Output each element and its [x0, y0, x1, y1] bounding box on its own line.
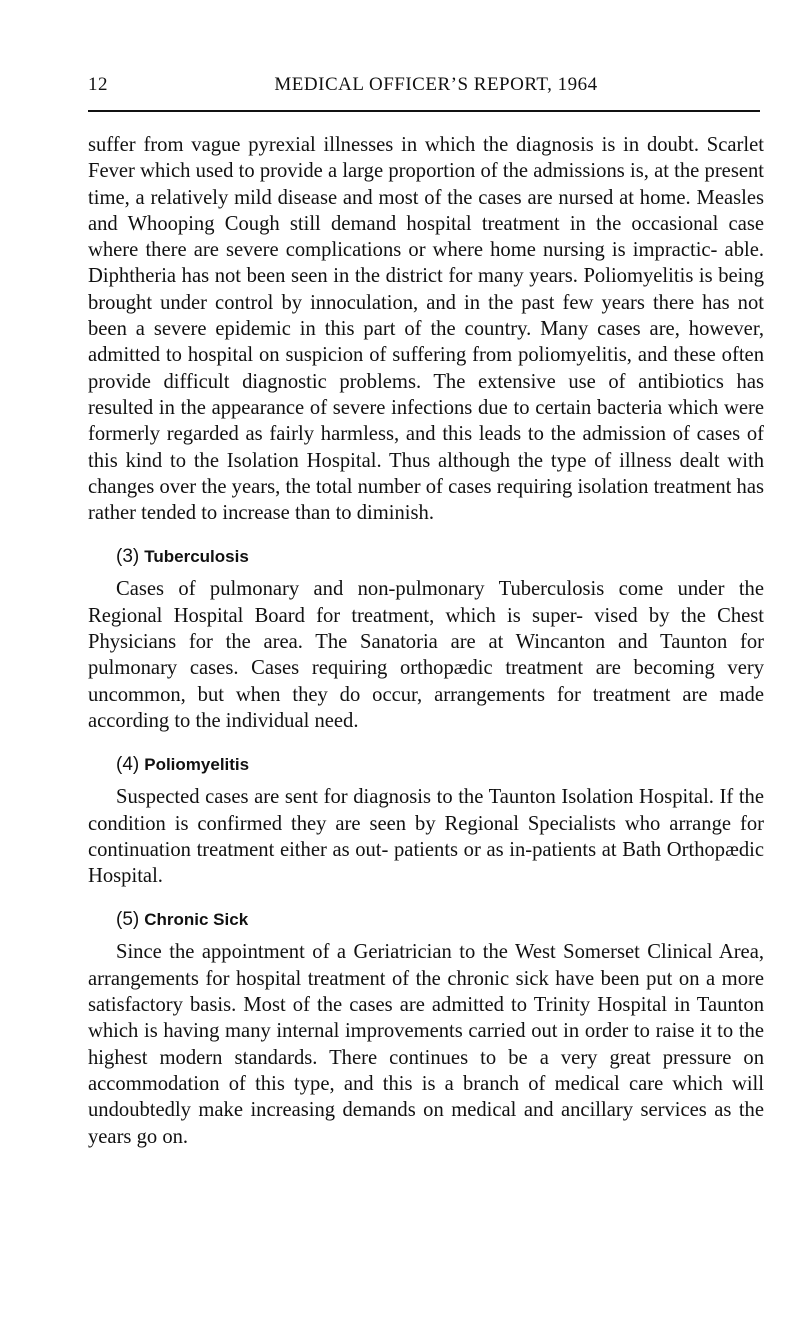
section-number: (4)	[116, 754, 140, 776]
section-heading-chronic-sick	[88, 907, 764, 933]
report-body	[88, 132, 764, 1150]
section-heading-tuberculosis	[88, 544, 764, 570]
section-paragraph-tuberculosis: Cases of pulmonary and non-pulmonary Tuberculosis come under the Regional Hospital Board for treatment, which is super- vised by the Chest Physicians for the area. The Sanatoria are at Wincanton and Taunton for pulmonary cases. Cases requiring orthopædic treatment are becoming very uncommon, but when they do occur, arrangements for treatment are made according to the individual need.	[88, 578, 764, 732]
spacer	[88, 526, 764, 544]
section-title: Chronic Sick	[144, 910, 249, 930]
running-title: MEDICAL OFFICER’S REPORT, 1964	[274, 74, 598, 95]
section-number: (5)	[116, 909, 140, 931]
page-header	[88, 74, 760, 104]
section-number: (3)	[116, 546, 140, 568]
spacer	[88, 734, 764, 752]
page-number: 12	[88, 74, 108, 95]
spacer	[88, 889, 764, 907]
section-heading-poliomyelitis	[88, 752, 764, 778]
section-paragraph-chronic-sick: Since the appointment of a Geriatrician to the West Somerset Clinical Area, arrangements for hospital treatment of the chronic sick have been put on a more satisfactory basis. Most of the cases are admitted to Trinity Hospital in Taunton which is having many internal improvements carried out in order to raise it to the highest modern standards. There continues to be a very great pressure on accommodation of this type, and this is a branch of medical care which will undoubtedly make increasing demands on medical and ancillary services as the years go on.	[88, 941, 764, 1148]
header-rule	[88, 110, 760, 112]
section-paragraph-poliomyelitis: Suspected cases are sent for diagnosis to the Taunton Isolation Hospital. If the condition is confirmed they are seen by Regional Specialists who arrange for continuation treatment either as out- patients or as in-patients at Bath Orthopædic Hospital.	[88, 786, 764, 888]
opening-paragraph: suffer from vague pyrexial illnesses in which the diagnosis is in doubt. Scarlet Fever which used to provide a large proportion of the admissions is, at the present time, a relatively mild disease and most of the cases are nursed at home. Measles and Whooping Cough still demand hospital treatment in the occasional case where there are severe complications or where home nursing is impractic- able. Diphtheria has not been seen in the district for many years. Poliomyelitis is being brought under control by innoculation, and in the past few years there has not been a severe epidemic in this part of the country. Many cases are, however, admitted to hospital on suspicion of suffering from poliomyelitis, and these often provide difficult diagnostic problems. The extensive use of antibiotics has resulted in the appearance of severe infections due to certain bacteria which were formerly regarded as fairly harmless, and this leads to the admission of cases of this kind to the Isolation Hospital. Thus although the type of illness dealt with changes over the years, the total number of cases requiring isolation treatment has rather tended to increase than to diminish.	[88, 134, 764, 525]
section-title: Tuberculosis	[144, 547, 249, 567]
section-title: Poliomyelitis	[144, 755, 250, 775]
